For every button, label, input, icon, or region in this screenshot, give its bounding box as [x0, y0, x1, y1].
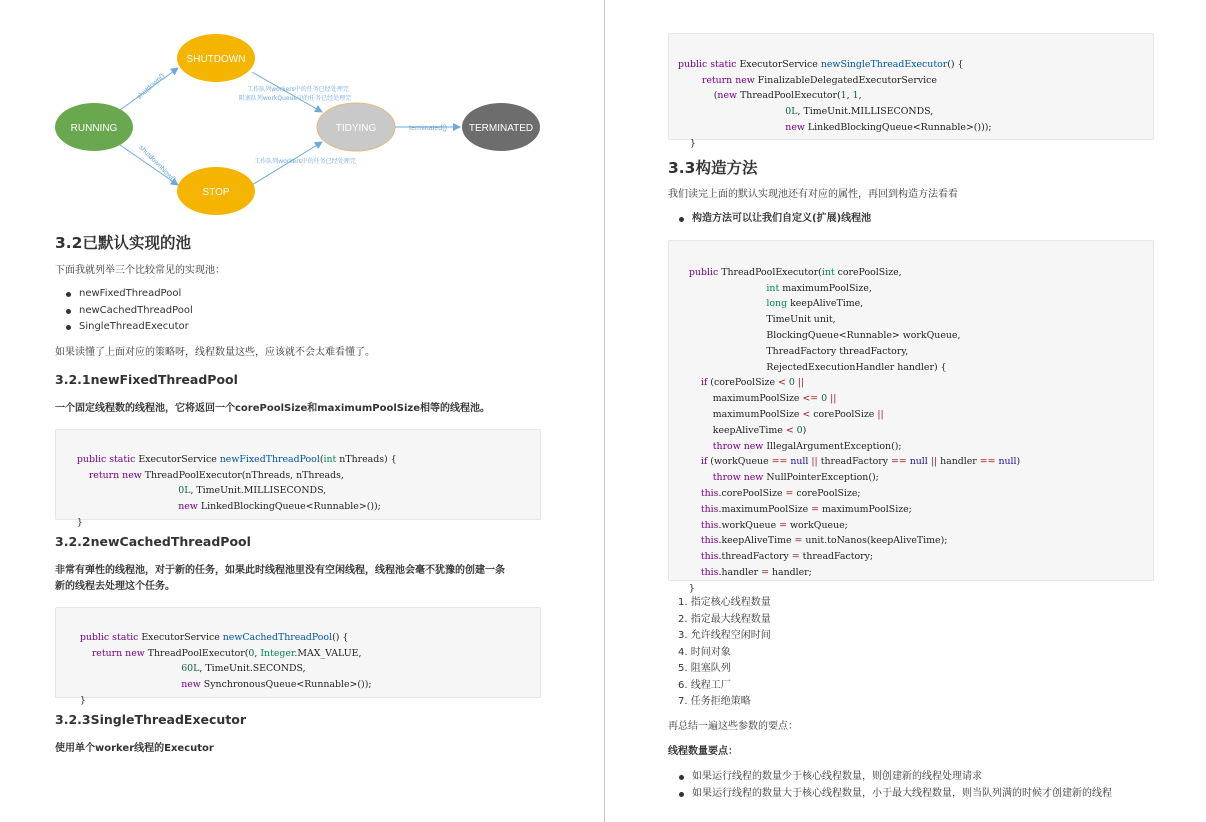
section-3-2-title: 3.2已默认实现的池: [55, 234, 191, 252]
code-line: this.workQueue = workQueue;: [700, 519, 848, 531]
section-3-3-intro: 我们读完上面的默认实现池还有对应的属性，再回到构造方法看看: [668, 189, 958, 200]
constructor-params-list: [668, 595, 771, 711]
code-line: }: [677, 582, 695, 594]
section-3-2-3-title: 3.2.3SingleThreadExecutor: [55, 712, 247, 727]
code-line: public ThreadPoolExecutor(int corePoolSize,: [688, 266, 902, 278]
code-line: public static ExecutorService newSingleThreadExecutor() {: [678, 58, 964, 70]
list-item: 6. 线程工厂: [678, 679, 731, 691]
code-line: (new ThreadPoolExecutor(1, 1,: [678, 90, 862, 102]
label-shutdownnow-call: shutdownNow(): [137, 144, 177, 184]
label-terminated-call: terminated(): [409, 125, 447, 132]
code-line: }: [62, 694, 86, 706]
list-item: 4. 时间对象: [678, 646, 731, 658]
list-item: newCachedThreadPool: [55, 303, 193, 320]
code-line: new LinkedBlockingQueue<Runnable>());: [178, 501, 381, 513]
code-line: throw new IllegalArgumentException();: [712, 440, 902, 452]
code-line: int maximumPoolSize,: [766, 282, 872, 294]
code-line: this.maximumPoolSize = maximumPoolSize;: [700, 503, 912, 515]
label-shutdown-tidying-1: 工作队列workers中的任务已经处理完: [247, 86, 349, 93]
code-line: if (workQueue == null || threadFactory == null || handler == null): [700, 456, 1021, 468]
list-item: 2. 指定最大线程数量: [678, 613, 771, 625]
code-block-fixed: [55, 429, 541, 528]
code-line: 0L, TimeUnit.MILLISECONDS,: [178, 485, 327, 497]
points-title: 线程数量要点：: [668, 746, 738, 757]
code-line: return new ThreadPoolExecutor(0, Integer.MAX_VALUE,: [91, 647, 362, 659]
code-line: throw new NullPointerException();: [712, 472, 879, 484]
list-item: SingleThreadExecutor: [55, 319, 193, 336]
list-item: 1. 指定核心线程数量: [678, 597, 771, 608]
label-shutdown-call: shutdown(): [135, 72, 167, 102]
section-3-2-outro: 如果读懂了上面对应的策略呀，线程数量这些，应该就不会太难看懂了。: [55, 347, 375, 358]
list-item: 5. 阻塞队列: [678, 663, 731, 674]
list-item: 构造方法可以让我们自定义(扩展)线程池: [668, 211, 871, 228]
section-3-2-list: [55, 286, 193, 336]
code-line: return new FinalizableDelegatedExecutorService: [701, 74, 937, 86]
code-line: new LinkedBlockingQueue<Runnable>()));: [785, 121, 992, 133]
label-shutdown: SHUTDOWN: [186, 54, 246, 65]
section-3-2-2-desc-2: 新的线程去处理这个任务。: [55, 581, 175, 592]
code-block-single: [668, 33, 1154, 149]
section-3-2-3-desc: 使用单个worker线程的Executor: [55, 743, 214, 754]
code-line: public static ExecutorService newFixedThreadPool(int nThreads) {: [76, 453, 397, 465]
list-item: 3. 允许线程空闲时间: [678, 630, 771, 641]
list-item: 如果运行线程的数量少于核心线程数量，则创建新的线程处理请求: [668, 769, 1112, 786]
list-item: 如果运行线程的数量大于核心线程数量，小于最大线程数量，则当队列满的时候才创建新的线程: [668, 786, 1112, 803]
label-running: RUNNING: [70, 123, 118, 134]
label-terminated: TERMINATED: [468, 123, 534, 134]
code-line: public static ExecutorService newCachedThreadPool() {: [79, 631, 349, 643]
label-tidying: TIDYING: [335, 123, 377, 134]
code-line: }: [62, 516, 83, 528]
label-stop: STOP: [202, 187, 230, 198]
code-block-cached: [55, 607, 541, 706]
code-line: 0L, TimeUnit.MILLISECONDS,: [785, 106, 934, 118]
code-line: long keepAliveTime,: [766, 298, 864, 310]
section-3-2-2-desc-1: 非常有弹性的线程池，对于新的任务，如果此时线程池里没有空闲线程，线程池会毫不犹豫的创建一条: [55, 565, 505, 576]
label-shutdown-tidying-2: 阻塞队列workQueue中的任务已经处理完: [238, 95, 352, 102]
code-line: this.keepAliveTime = unit.toNanos(keepAliveTime);: [700, 535, 948, 547]
section-3-3-bullet-list: [668, 211, 871, 228]
code-line: this.corePoolSize = corePoolSize;: [700, 487, 861, 499]
code-line: 60L, TimeUnit.SECONDS,: [181, 663, 306, 675]
right-page: [605, 0, 1206, 822]
code-line: keepAliveTime < 0): [677, 424, 807, 436]
code-line: if (corePoolSize < 0 ||: [700, 377, 805, 389]
section-3-3-title: 3.3构造方法: [668, 159, 758, 177]
label-stop-tidying: 工作队列workers中的任务已经处理完: [254, 158, 356, 165]
points-list: [668, 769, 1112, 802]
section-3-2-2-title: 3.2.2newCachedThreadPool: [55, 534, 251, 549]
code-line: BlockingQueue<Runnable> workQueue,: [677, 329, 961, 341]
section-3-2-1-desc: 一个固定线程数的线程池，它将返回一个corePoolSize和maximumPoolSize相等的线程池。: [55, 403, 490, 414]
code-line: this.threadFactory = threadFactory;: [700, 551, 874, 563]
code-line: maximumPoolSize <= 0 ||: [677, 393, 837, 405]
code-line: TimeUnit unit,: [677, 314, 836, 326]
code-line: RejectedExecutionHandler handler) {: [677, 361, 947, 373]
list-item: newFixedThreadPool: [55, 286, 193, 303]
list-item: 7. 任务拒绝策略: [678, 696, 751, 707]
code-line: return new ThreadPoolExecutor(nThreads, nThreads,: [88, 469, 344, 481]
code-block-constructor: [668, 240, 1154, 594]
thread-pool-state-diagram: [40, 30, 560, 230]
code-line: this.handler = handler;: [700, 566, 812, 578]
code-line: }: [678, 137, 696, 149]
code-line: ThreadFactory threadFactory,: [677, 345, 909, 357]
code-line: new SynchronousQueue<Runnable>());: [181, 679, 372, 691]
code-line: maximumPoolSize < corePoolSize ||: [677, 408, 884, 420]
section-3-2-intro: 下面我就列举三个比较常见的实现池：: [55, 265, 225, 276]
section-3-2-1-title: 3.2.1newFixedThreadPool: [55, 372, 238, 387]
summary-text: 再总结一遍这些参数的要点：: [668, 721, 798, 732]
